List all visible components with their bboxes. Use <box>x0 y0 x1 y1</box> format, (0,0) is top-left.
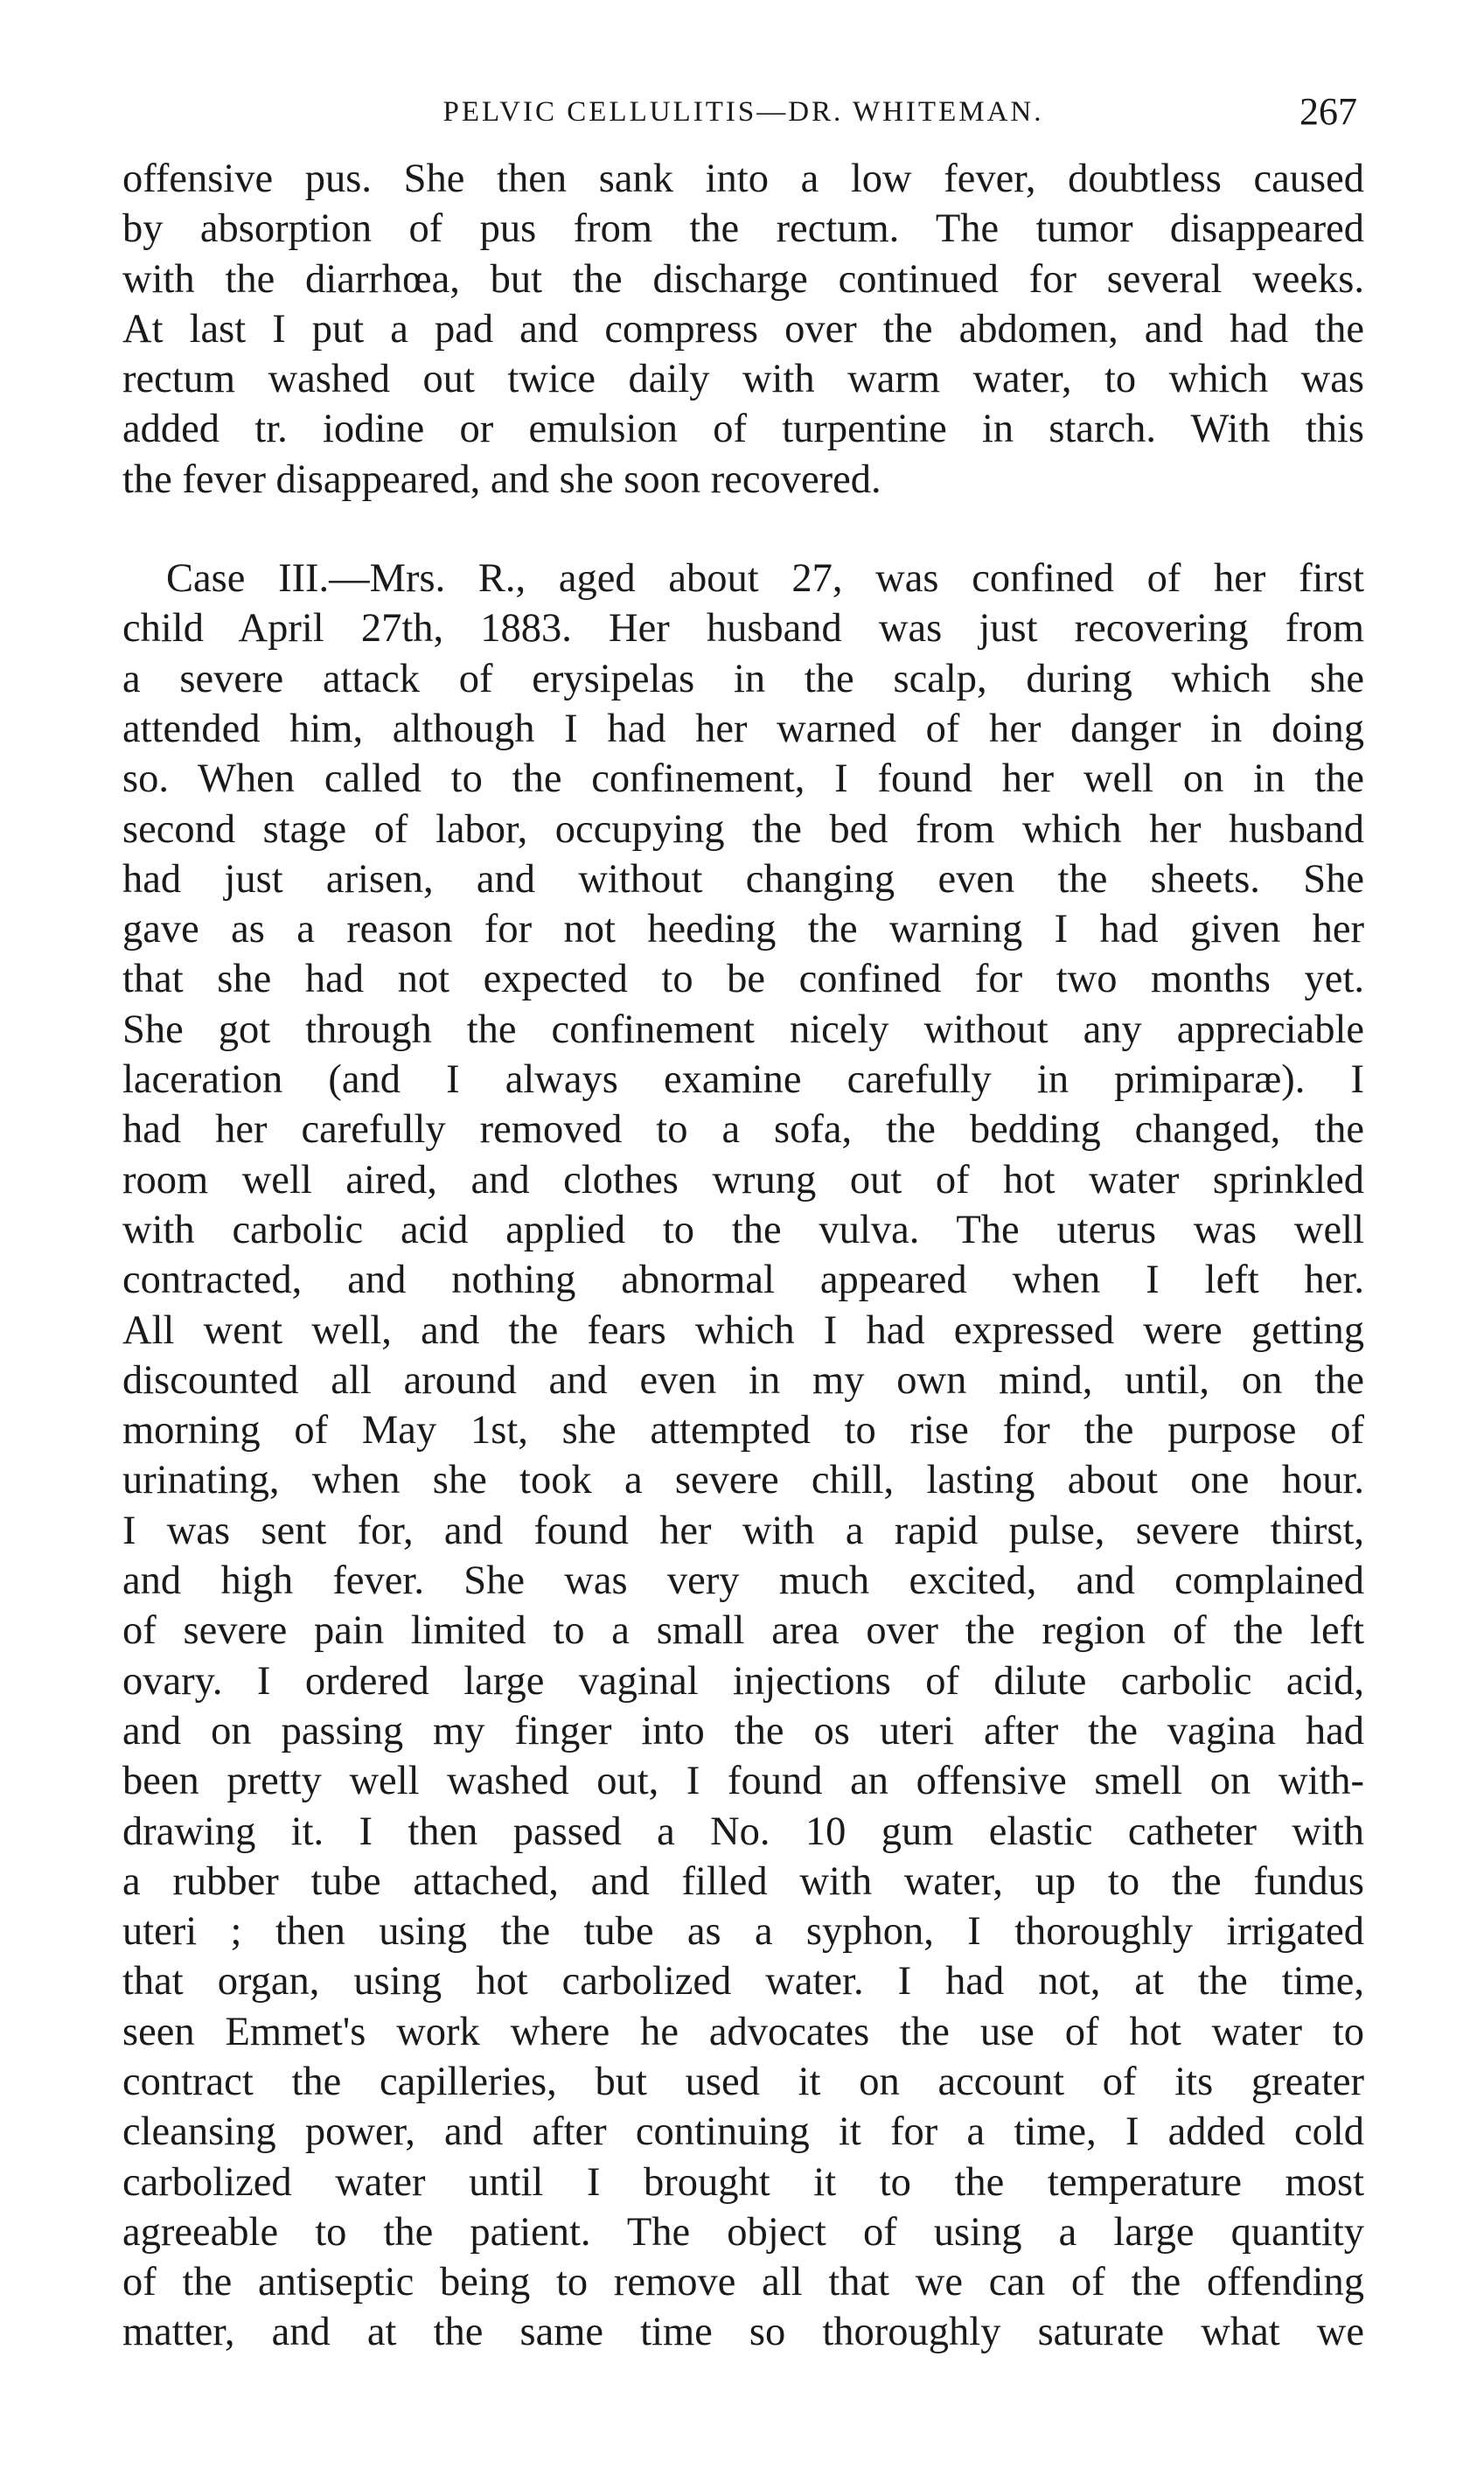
text-line: offensive pus. She then sank into a low fever, doubtless caused <box>122 157 1364 201</box>
text-line: Case III.—Mrs. R., aged about 27, was confined of her first <box>166 556 1364 602</box>
text-line: added tr. iodine or emulsion of turpentine in starch. With this <box>122 407 1364 452</box>
text-line: cleansing power, and after continuing it for a time, I added cold <box>122 2109 1364 2155</box>
text-line: She got through the confinement nicely without any appreciable <box>122 1007 1364 1052</box>
text-line: rectum washed out twice daily with warm water, to which was <box>122 357 1364 402</box>
text-line: seen Emmet's work where he advocates the use of hot water to <box>122 2009 1364 2054</box>
paragraph-continuation <box>122 154 1364 505</box>
text-line: a severe attack of erysipelas in the scalp, during which she <box>122 656 1364 701</box>
text-line: contract the capilleries, but used it on account of its greater <box>122 2059 1364 2104</box>
text-line: so. When called to the confinement, I found her well on in the <box>122 756 1364 802</box>
text-line: room well aired, and clothes wrung out of hot water sprinkled <box>122 1157 1364 1203</box>
text-line: had just arisen, and without changing even the sheets. She <box>122 856 1364 902</box>
text-line: attended him, although I had her warned of her danger in doing <box>122 706 1364 751</box>
text-line: drawing it. I then passed a No. 10 gum elastic catheter with <box>122 1809 1364 1854</box>
text-line: and on passing my finger into the os uteri after the vagina had <box>122 1708 1364 1753</box>
page-number: 267 <box>1299 90 1357 133</box>
text-line: been pretty well washed out, I found an offensive smell on with- <box>122 1759 1364 1804</box>
text-line: ovary. I ordered large vaginal injections of dilute carbolic acid, <box>122 1658 1364 1704</box>
text-line: carbolized water until I brought it to the temperature most <box>122 2159 1364 2205</box>
running-head <box>122 87 1364 140</box>
text-line: that organ, using hot carbolized water. I had not, at the time, <box>122 1959 1364 2004</box>
text-line: uteri ; then using the tube as a syphon, I thoroughly irrigated <box>122 1909 1364 1955</box>
text-line: All went well, and the fears which I had expressed were getting <box>122 1307 1364 1353</box>
text-line: a rubber tube attached, and filled with water, up to the fundus <box>122 1858 1364 1904</box>
running-title: PELVIC CELLULITIS—DR. WHITEMAN. <box>442 96 1044 128</box>
text-line: discounted all around and even in my own mind, until, on the <box>122 1357 1364 1403</box>
paragraph-case-three <box>122 554 1364 2358</box>
text-line: the fever disappeared, and she soon recovered. <box>122 457 881 502</box>
text-line: agreeable to the patient. The object of using a large quantity <box>122 2209 1364 2255</box>
text-line: of the antiseptic being to remove all that we can of the offending <box>122 2260 1364 2305</box>
text-line: gave as a reason for not heeding the warning I had given her <box>122 907 1364 952</box>
text-line: morning of May 1st, she attempted to rise for the purpose of <box>122 1408 1364 1454</box>
book-page <box>122 87 1364 2358</box>
text-line: matter, and at the same time so thoroughly saturate what we <box>122 2310 1364 2355</box>
text-line: of severe pain limited to a small area over the region of the left <box>122 1608 1364 1654</box>
text-line: child April 27th, 1883. Her husband was just recovering from <box>122 606 1364 652</box>
text-line: with carbolic acid applied to the vulva. The uterus was well <box>122 1207 1364 1252</box>
text-line: contracted, and nothing abnormal appeared when I left her. <box>122 1258 1364 1303</box>
text-line: by absorption of pus from the rectum. The tumor disappeared <box>122 206 1364 252</box>
text-line: that she had not expected to be confined for two months yet. <box>122 957 1364 1002</box>
text-line: second stage of labor, occupying the bed from which her husband <box>122 806 1364 852</box>
text-line: At last I put a pad and compress over the abdomen, and had the <box>122 306 1364 352</box>
text-line: and high fever. She was very much excited, and complained <box>122 1558 1364 1604</box>
text-line: had her carefully removed to a sofa, the bedding changed, the <box>122 1107 1364 1153</box>
text-line: urinating, when she took a severe chill, lasting about one hour. <box>122 1458 1364 1503</box>
text-line: I was sent for, and found her with a rapid pulse, severe thirst, <box>122 1508 1364 1553</box>
text-line: with the diarrhœa, but the discharge continued for several weeks. <box>122 256 1364 302</box>
text-line: laceration (and I always examine carefully in primiparæ). I <box>122 1057 1364 1103</box>
